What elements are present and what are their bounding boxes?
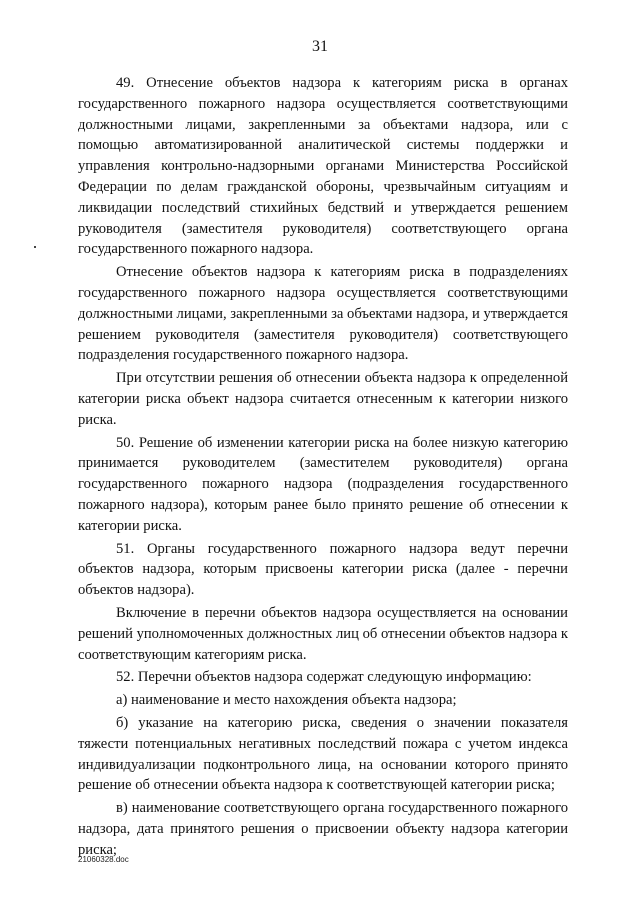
list-item-b: б) указание на категорию риска, сведения о значении показателя тяжести потенциальных негативных последствий пожара с учетом индекса индивидуализации подконтрольного лица, на основании которого принято решение об отнесении объекта надзора к соответствующей категории риска; <box>78 714 568 794</box>
paragraph-51: 51. Органы государственного пожарного надзора ведут перечни объектов надзора, которым присвоены категории риска (далее - перечни объектов надзора). <box>78 540 568 599</box>
document-body <box>78 73 568 860</box>
paragraph-52: 52. Перечни объектов надзора содержат следующую информацию: <box>116 669 532 686</box>
paragraph-51-inclusion: Включение в перечни объектов надзора осуществляется на основании решений уполномоченных должностных лиц об отнесении объектов надзора к соответствующим категориям риска. <box>78 604 568 663</box>
paragraph-49: 49. Отнесение объектов надзора к категориям риска в органах государственного пожарного надзора осуществляется соответствующими должностными лицами, закрепленными за объектами надзора, или с помощью автоматизированной аналитической системы поддержки и управления контрольно-надзорными органами Министерства Российской Федерации по делам гражданской обороны, чрезвычайным ситуациям и ликвидации последствий стихийных бедствий и утверждается решением руководителя (заместителя руководителя) соответствующего органа государственного пожарного надзора. <box>78 75 568 258</box>
list-item-a: а) наименование и место нахождения объекта надзора; <box>116 692 457 709</box>
margin-mark <box>34 246 36 248</box>
footer-filename: 21060328.doc <box>78 855 129 864</box>
list-item-v: в) наименование соответствующего органа государственного пожарного надзора, дата принятого решения о присвоении объекту надзора категории риска; <box>78 800 568 858</box>
paragraph-49-default-low-risk: При отсутствии решения об отнесении объекта надзора к определенной категории риска объект надзора считается отнесенным к категории низкого риска. <box>78 370 568 428</box>
paragraph-50: 50. Решение об изменении категории риска на более низкую категорию принимается руководителем (заместителем руководителя) органа государственного пожарного надзора (подразделения государственного пожарного надзора), которым ранее было принято решение об отнесении к категории риска. <box>78 434 568 534</box>
page-number: 31 <box>312 38 328 55</box>
paragraph-49-subdivisions: Отнесение объектов надзора к категориям риска в подразделениях государственного пожарного надзора осуществляется соответствующими должностными лицами, закрепленными за объектами надзора, и утверждается решением руководителя (заместителя руководителя) соответствующего подразделения государственного пожарного надзора. <box>78 264 568 364</box>
